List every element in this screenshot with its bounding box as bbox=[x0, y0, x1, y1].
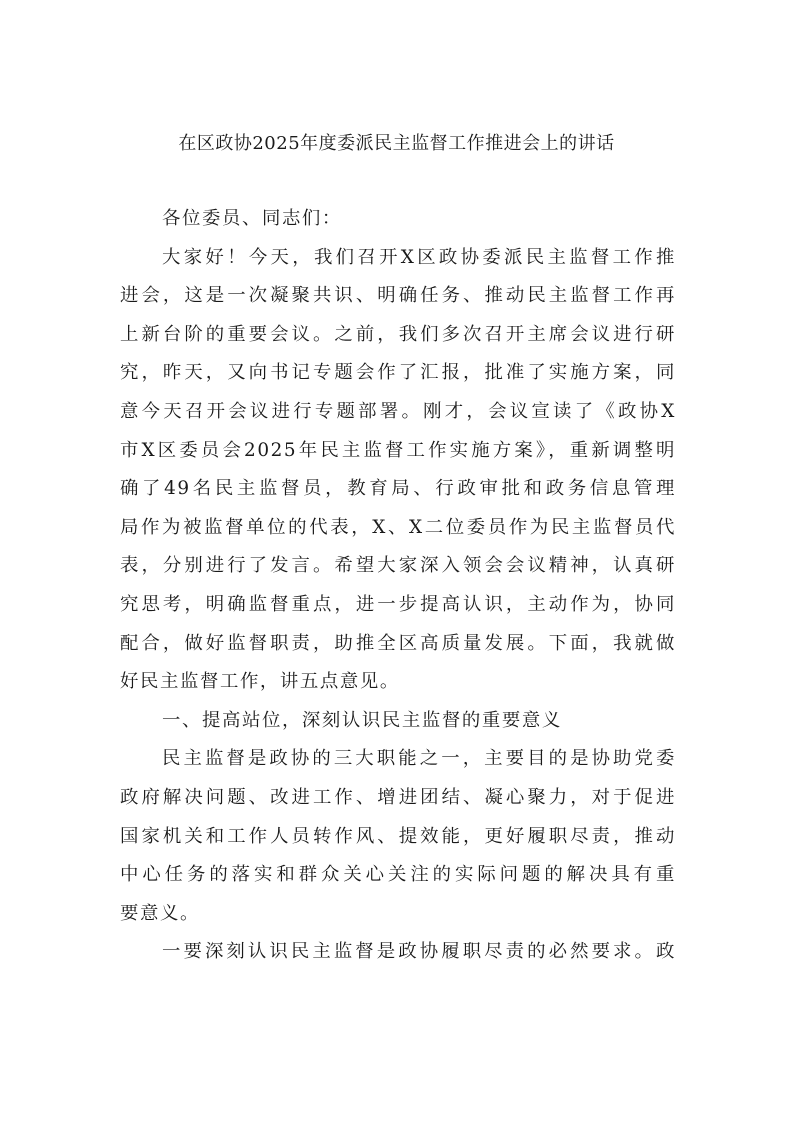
text-line: 大家好！今天，我们召开X区政协委派民主监督工作推 bbox=[162, 246, 676, 268]
text-line: 上新台阶的重要会议。之前，我们多次召开主席会议进行研 bbox=[120, 323, 676, 345]
text-line: 局作为被监督单位的代表，X、X二位委员作为民主监督员代 bbox=[120, 516, 676, 538]
text-line: 一、提高站位，深刻认识民主监督的重要意义 bbox=[162, 709, 562, 731]
text-line: 好民主监督工作，讲五点意见。 bbox=[120, 671, 400, 693]
text-line: 究，昨天，又向书记专题会作了汇报，批准了实施方案，同 bbox=[120, 362, 676, 384]
text-line: 一要深刻认识民主监督是政协履职尽责的必然要求。政 bbox=[162, 941, 676, 963]
text-line: 市X区委员会2025年民主监督工作实施方案》，重新调整明 bbox=[120, 439, 676, 461]
text-line: 究思考，明确监督重点，进一步提高认识，主动作为，协同 bbox=[120, 593, 676, 615]
text-line: 意今天召开会议进行专题部署。刚才，会议宣读了《政协X bbox=[120, 400, 676, 422]
text-line: 确了49名民主监督员，教育局、行政审批和政务信息管理 bbox=[120, 478, 676, 500]
text-line: 进会，这是一次凝聚共识、明确任务、推动民主监督工作再 bbox=[120, 285, 676, 307]
document-title: 在区政协2025年度委派民主监督工作推进会上的讲话 bbox=[178, 133, 615, 154]
text-line: 民主监督是政协的三大职能之一，主要目的是协助党委 bbox=[162, 748, 676, 770]
text-line: 要意义。 bbox=[120, 902, 200, 924]
text-line: 各位委员、同志们： bbox=[162, 208, 342, 229]
text-line: 国家机关和工作人员转作风、提效能，更好履职尽责，推动 bbox=[120, 825, 676, 847]
text-line: 表，分别进行了发言。希望大家深入领会会议精神，认真研 bbox=[120, 555, 676, 577]
document-body bbox=[120, 200, 676, 972]
text-line: 政府解决问题、改进工作、增进团结、凝心聚力，对于促进 bbox=[120, 786, 676, 808]
text-line: 配合，做好监督职责，助推全区高质量发展。下面，我就做 bbox=[120, 632, 676, 654]
text-line: 中心任务的落实和群众关心关注的实际问题的解决具有重 bbox=[120, 864, 676, 886]
